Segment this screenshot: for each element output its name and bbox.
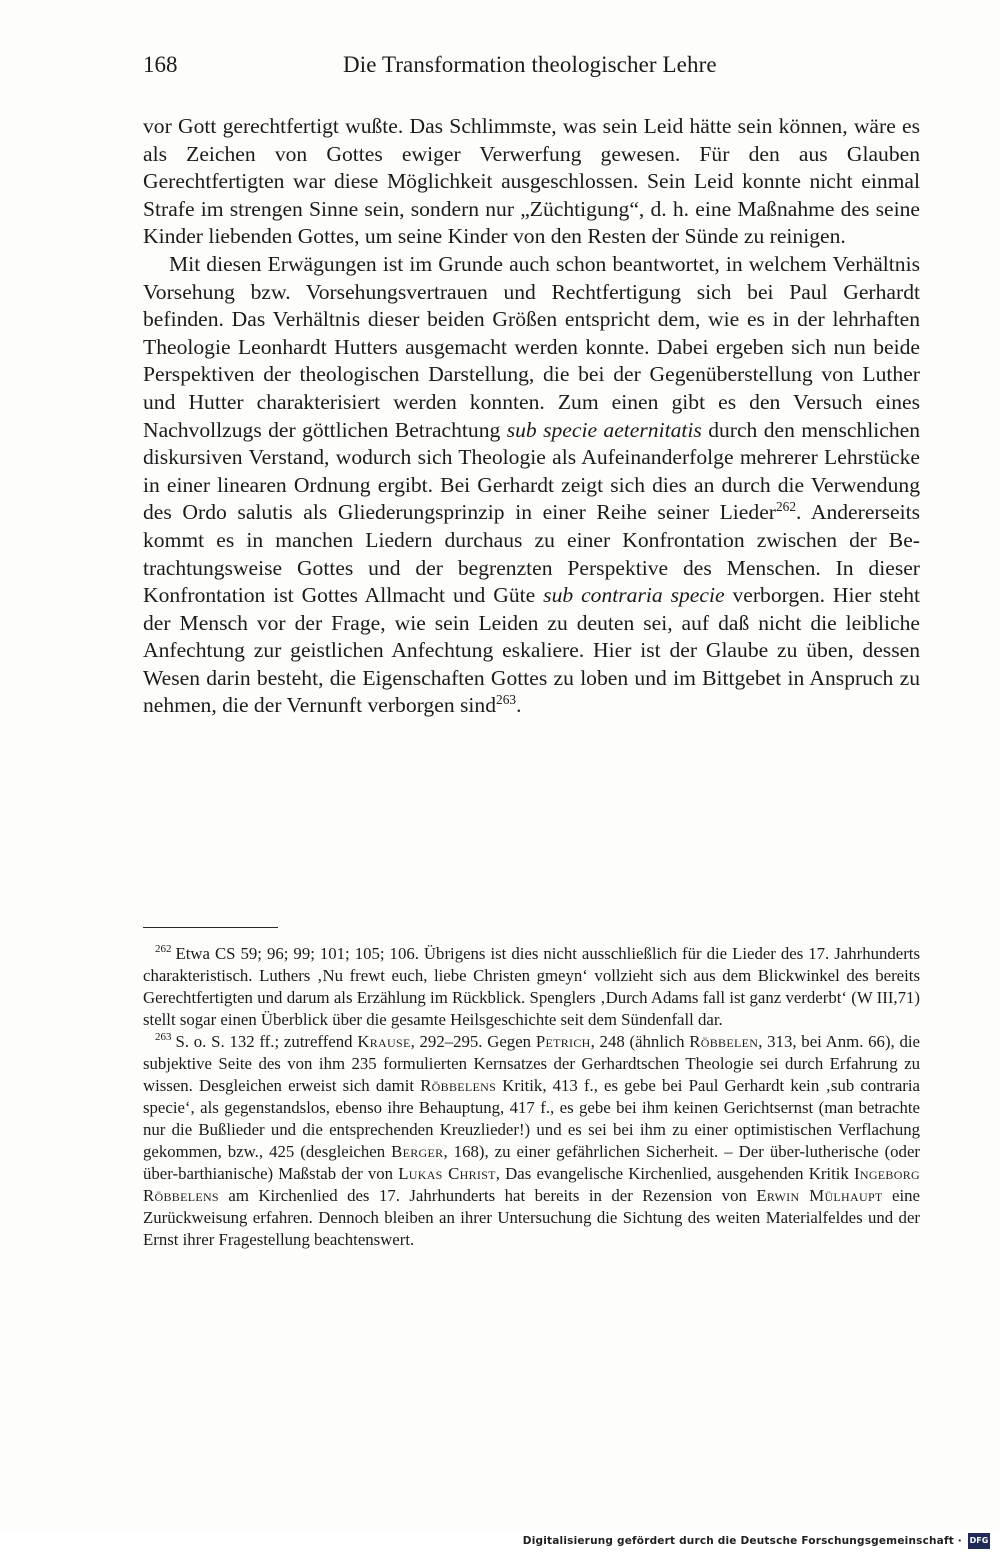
text-run: . Andererseits kommt es in manchen Liedern durchaus zu einer Konfrontation zwischen der Betrachtungsweise Gottes und der begrenzten Perspektive des Menschen. In dieser Konfrontation ist Gottes Allmacht und Güte	[143, 500, 920, 608]
text-run: eine Zurückweisung erfahren. Dennoch bleiben an ihrer Untersuchung die Sichtung des weiten Materialfeldes und der Ernst ihrer Fragestellung beachtenswert.	[143, 1186, 920, 1249]
author-name: Ingeborg Röbbelens	[143, 1164, 920, 1205]
page-number: 168	[143, 52, 178, 77]
running-head: Die Transformation theologischer Lehre	[343, 52, 717, 77]
main-text	[143, 113, 920, 720]
text-run: , Das evangelische Kirchenlied, ausgehenden Kritik	[495, 1164, 849, 1183]
text-run: am Kirchenlied des 17. Jahrhunderts hat bereits in der Rezension von	[228, 1186, 747, 1205]
footnote-mark: 263	[155, 1031, 172, 1044]
author-name: Erwin Mülhaupt	[756, 1186, 883, 1205]
text-run: verborgen. Hier steht der Mensch vor der Frage, wie sein Leiden zu deuten sei, auf daß nicht die leibliche Anfechtung zur geistlichen Anfechtung eskaliere. Hier ist der Glaube zu üben, dessen Wesen darin besteht, die Eigenschaften Gottes zu loben und im Bittgebet in Anspruch zu nehmen, die der Vernunft verborgen sind	[143, 583, 921, 718]
italic-phrase: sub contraria specie	[543, 583, 725, 608]
text-run: Kritik, 413 f., es gebe bei Paul Gerhardt kein ‚sub contraria specie‘, als gegenstandslos, ebenso ihre Behauptung, 417 f., es gebe bei ihm keinen Gerichtsernst (man betrachte nur die Bußlieder und die entsprechenden Kreuzlieder!) und es sei bei ihm zu einer optimistischen Verflachung gekommen, bzw., 425 (desgleichen	[143, 1076, 921, 1161]
italic-phrase: sub specie aeternitatis	[506, 417, 702, 442]
footnote-ref-263[interactable]: 263	[496, 692, 517, 708]
footnote-divider	[143, 927, 278, 928]
text-run: .	[516, 693, 522, 718]
text-run: S. o. S. 132 ff.; zutreffend	[175, 1032, 353, 1051]
footnote-text: Etwa CS 59; 96; 99; 101; 105; 106. Übrigens ist dies nicht ausschließlich für die Lieder des 17. Jahrhunderts charakteristisch. Luthers ‚Nu frewt euch, liebe Christen gmeyn‘ vollzieht sich aus dem Blickwinkel des bereits Gerechtfertigten und darum als Erzählung im Rückblick. Spenglers ‚Durch Adams fall ist ganz verderbt‘ (W III,71) stellt sogar einen Überblick über die gesamte Heilsgeschichte seit dem Sündenfall dar.	[143, 944, 920, 1029]
paragraph-2	[143, 251, 920, 720]
footnote-262	[143, 943, 920, 1031]
text-run: , 313, bei Anm. 66), die subjektive Seite des von ihm 235 formulierten Kernsatzes der Gerhardtschen Theologie sei durch Erfahrung zu wissen. Desgleichen erweist sich damit	[143, 1032, 921, 1095]
author-name: Berger	[391, 1142, 444, 1161]
funding-notice: Digitalisierung gefördert durch die Deutsche Forschungsgemeinschaft ·	[522, 1535, 962, 1547]
footnote-ref-262[interactable]: 262	[775, 499, 797, 515]
author-name: Röbbelens	[420, 1076, 497, 1095]
text-run: , 168), zu einer gefährlichen Sicherheit. – Der über-lutherische (oder über-barthianische) Maßstab der von	[143, 1142, 920, 1183]
text-run: durch den menschlichen diskursiven Verstand, wodurch sich Theologie als Aufeinanderfolge mehrerer Lehrstücke in einer linearen Ordnung ergibt. Bei Gerhardt zeigt sich dies an durch die Verwendung des Ordo salutis als Gliederungsprinzip in einer Reihe seiner Lieder	[143, 417, 921, 525]
author-name: Petrich	[535, 1032, 591, 1051]
author-name: Lukas Christ	[398, 1164, 496, 1183]
text-run: Mit diesen Erwägungen ist im Grunde auch schon beantwortet, in welchem Verhältnis Vorsehung bzw. Vorsehungsvertrauen und Rechtfertigung sich bei Paul Gerhardt befinden. Das Verhältnis dieser beiden Größen entspricht dem, wie es in der lehrhaften Theologie Leonhardt Hutters ausgemacht werden konnte. Dabei ergeben sich nun beide Perspektiven der theologischen Darstellung, die bei der Gegenüberstellung von Luther und Hutter charakterisiert werden konnten. Zum einen gibt es den Versuch eines Nachvollzugs der göttlichen Betrachtung	[143, 251, 920, 442]
author-name: Krause	[357, 1032, 411, 1051]
digitization-footer	[0, 1530, 1000, 1556]
footnote-mark: 262	[155, 943, 172, 956]
text-run: , 292–295. Gegen	[410, 1032, 532, 1051]
footnote-263	[143, 1031, 920, 1251]
paragraph-1: vor Gott gerechtfertigt wußte. Das Schlimmste, was sein Leid hätte sein können, wäre es als Zeichen von Gottes ewiger Verwerfung gewesen. Für den aus Glauben Gerechtfertigten war diese Möglichkeit ausgeschlossen. Sein Leid konnte nicht einmal Strafe im strengen Sinne sein, sondern nur „Züchtigung“, d. h. eine Maßnahme des seine Kinder liebenden Gottes, um seine Kinder von den Resten der Sünde zu reinigen.	[143, 114, 920, 249]
page-header	[143, 52, 920, 84]
footnotes	[143, 943, 920, 1251]
dfg-logo-icon: DFG	[968, 1533, 990, 1549]
text-run: , 248 (ähnlich	[590, 1032, 685, 1051]
author-name: Röbbelen	[689, 1032, 759, 1051]
